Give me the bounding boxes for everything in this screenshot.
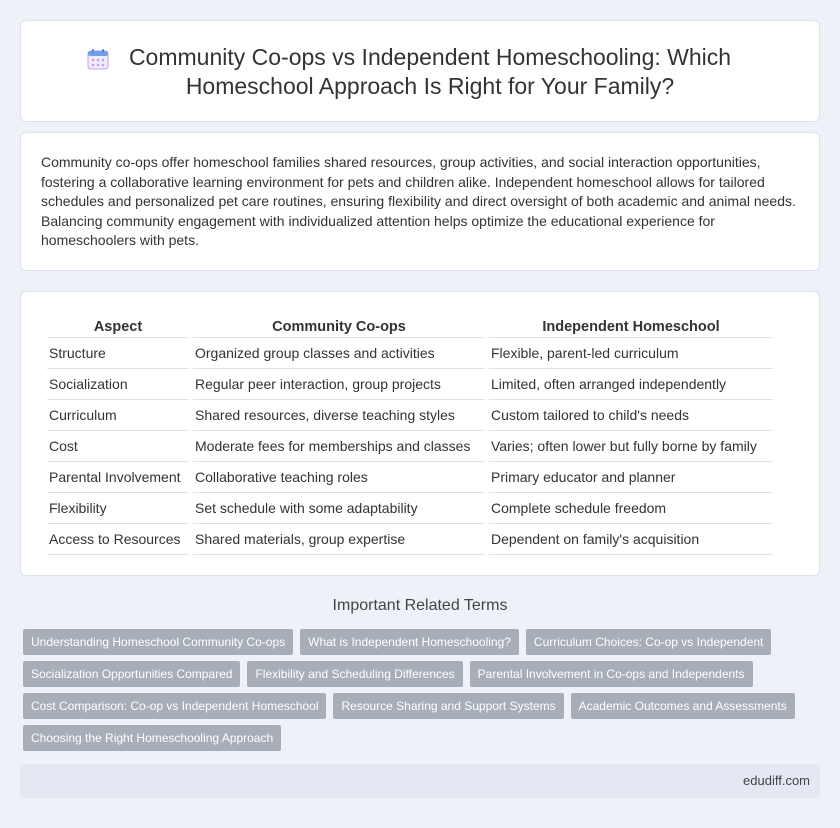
table-cell: Socialization [47, 369, 189, 400]
table-cell: Set schedule with some adaptability [193, 493, 485, 524]
table-cell: Flexibility [47, 493, 189, 524]
table-row [47, 400, 773, 431]
table-cell: Complete schedule freedom [489, 493, 773, 524]
header-community-coops: Community Co-ops [193, 316, 485, 338]
table-cell: Curriculum [47, 400, 189, 431]
related-term-tag[interactable]: Socialization Opportunities Compared [23, 661, 240, 687]
table-cell: Varies; often lower but fully borne by family [489, 431, 773, 462]
table-cell: Limited, often arranged independently [489, 369, 773, 400]
header-aspect: Aspect [47, 316, 189, 338]
table-cell: Regular peer interaction, group projects [193, 369, 485, 400]
comparison-table [43, 316, 777, 555]
table-cell: Parental Involvement [47, 462, 189, 493]
table-row [47, 369, 773, 400]
table-row [47, 524, 773, 555]
related-term-tag[interactable]: Understanding Homeschool Community Co-ops [23, 629, 293, 655]
table-cell: Access to Resources [47, 524, 189, 555]
related-term-tag[interactable]: What is Independent Homeschooling? [300, 629, 519, 655]
related-term-tag[interactable]: Curriculum Choices: Co-op vs Independent [526, 629, 771, 655]
table-row [47, 431, 773, 462]
table-cell: Flexible, parent-led curriculum [489, 338, 773, 369]
table-cell: Moderate fees for memberships and classes [193, 431, 485, 462]
table-cell: Organized group classes and activities [193, 338, 485, 369]
table-row [47, 462, 773, 493]
page-title: Community Co-ops vs Independent Homeschooling: Which Homeschool Approach Is Right for Your Family? [128, 44, 732, 99]
intro-card [20, 132, 820, 271]
table-cell: Shared materials, group expertise [193, 524, 485, 555]
table-cell: Primary educator and planner [489, 462, 773, 493]
table-row [47, 338, 773, 369]
table-row [47, 493, 773, 524]
related-terms-list [23, 629, 803, 751]
related-terms-heading: Important Related Terms [332, 597, 508, 614]
intro-paragraph: Community co-ops offer homeschool families shared resources, group activities, and social interaction opportunities, fostering a collaborative learning environment for pets and children alike. Independent homeschool allows for tailored schedules and personalized pet care routines, ensuring flexibility and direct oversight of both academic and animal needs. Balancing community engagement with individualized attention helps optimize the educational experience for homeschoolers with pets. [41, 154, 796, 248]
comparison-table-card [20, 291, 820, 576]
table-cell: Structure [47, 338, 189, 369]
table-header-row [47, 316, 773, 338]
title-card [20, 20, 820, 122]
related-term-tag[interactable]: Academic Outcomes and Assessments [571, 693, 795, 719]
table-cell: Collaborative teaching roles [193, 462, 485, 493]
related-term-tag[interactable]: Resource Sharing and Support Systems [333, 693, 563, 719]
header-independent-homeschool: Independent Homeschool [489, 316, 773, 338]
table-cell: Custom tailored to child's needs [489, 400, 773, 431]
related-term-tag[interactable]: Parental Involvement in Co-ops and Independents [470, 661, 753, 687]
related-term-tag[interactable]: Choosing the Right Homeschooling Approach [23, 725, 281, 751]
table-cell: Cost [47, 431, 189, 462]
footer-site-link[interactable]: edudiff.com [743, 773, 810, 788]
footer [20, 764, 820, 798]
related-term-tag[interactable]: Cost Comparison: Co-op vs Independent Homeschool [23, 693, 326, 719]
table-cell: Shared resources, diverse teaching styles [193, 400, 485, 431]
related-term-tag[interactable]: Flexibility and Scheduling Differences [247, 661, 462, 687]
table-cell: Dependent on family's acquisition [489, 524, 773, 555]
